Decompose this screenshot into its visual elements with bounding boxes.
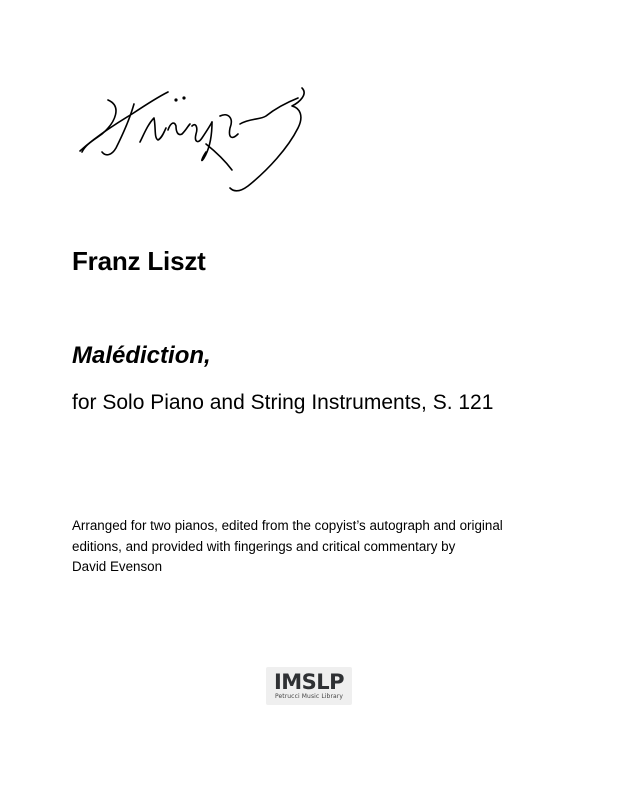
credits-line-3: David Evenson (72, 559, 163, 574)
credits-line-1: Arranged for two pianos, edited from the copyist’s autograph and original (72, 518, 503, 533)
imslp-logo (266, 667, 352, 705)
composer-name: Franz Liszt (72, 246, 206, 276)
imslp-logo-text: IMSLP (273, 670, 345, 694)
edition-credits (72, 516, 542, 578)
credits-line-2: editions, and provided with fingerings and critical commentary by (72, 538, 456, 554)
work-subtitle: for Solo Piano and String Instruments, S. 121 (72, 391, 494, 414)
composer-signature (72, 78, 322, 200)
imslp-logo-subtext: Petrucci Music Library (274, 693, 344, 700)
signature-drawing (72, 78, 322, 200)
work-title: Malédiction, (72, 342, 211, 369)
